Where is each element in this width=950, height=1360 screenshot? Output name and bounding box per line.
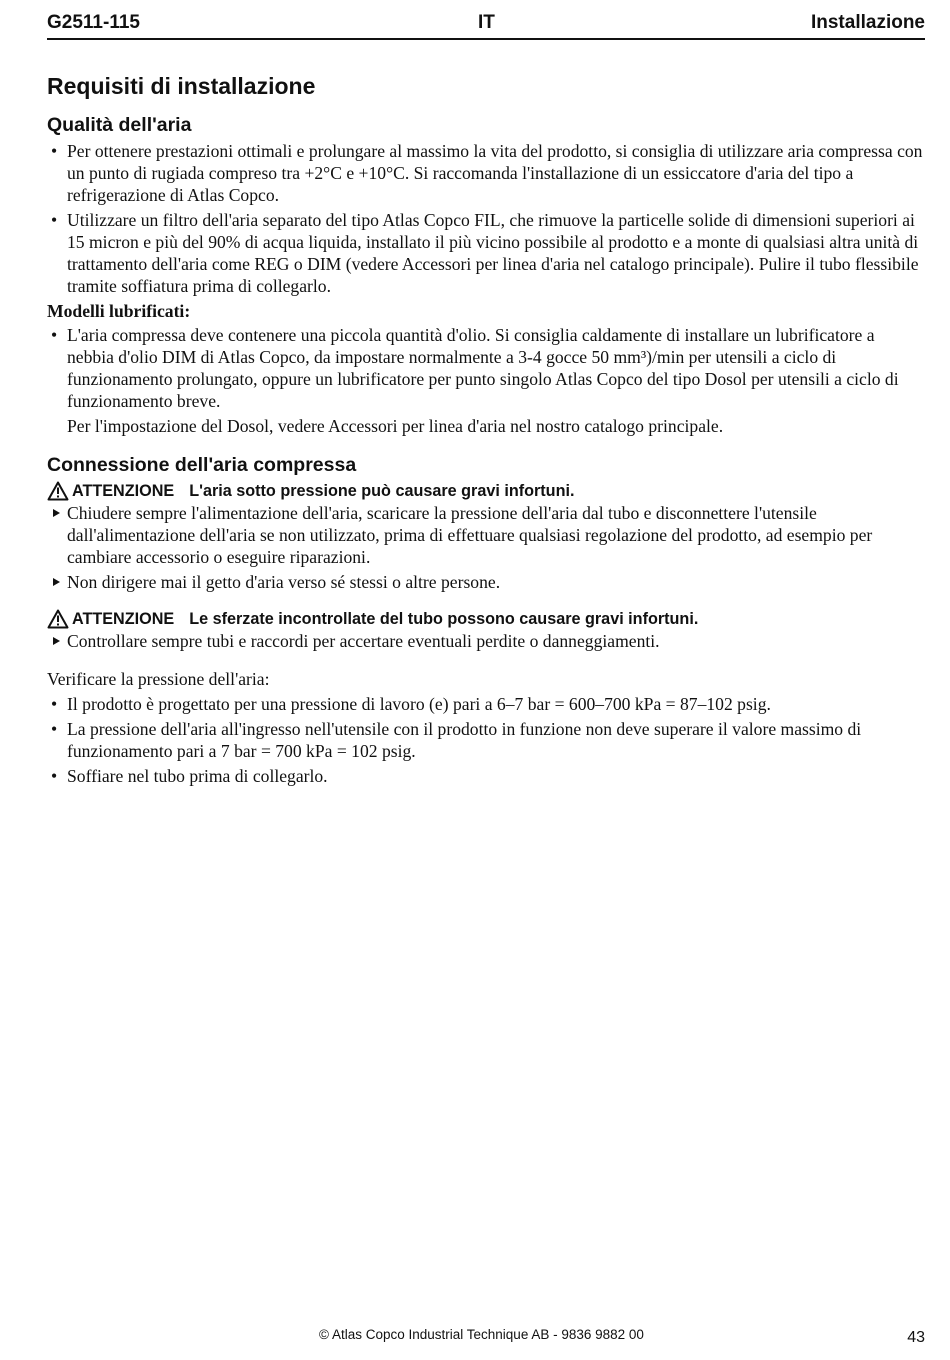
list-item-text: La pressione dell'aria all'ingresso nell'utensile con il prodotto in funzione non deve superare il valore massimo di funzionamento pari a 7 bar = 700 kPa = 102 psig. <box>67 719 862 761</box>
list-item-text: Utilizzare un filtro dell'aria separato del tipo Atlas Copco FIL, che rimuove la particelle solide di dimensioni superiori ai 15 micron e più del 90% di acqua liquida, installato il più vicino possibile al prodotto e a monte di qualsiasi altra unità di trattamento dell'aria come REG o DIM (vedere Accessori per linea d'aria nel catalogo principale). Pulire il tubo flessibile tramite soffiatura prima di collegarlo. <box>67 210 919 296</box>
air-quality-heading: Qualità dell'aria <box>47 114 192 136</box>
verify-pressure-list <box>47 693 925 787</box>
warning-triangle-icon <box>47 609 69 629</box>
lubricated-models-heading: Modelli lubrificati: <box>47 301 191 321</box>
warning-triangle-icon <box>47 481 69 501</box>
list-item <box>47 693 925 715</box>
list-item-text: L'aria compressa deve contenere una piccola quantità d'olio. Si consiglia caldamente di installare un lubrificatore a nebbia d'olio DIM di Atlas Copco, da impostare normalmente a 3-4 gocce 50 mm³)/min per utensili a ciclo di funzionamento prolungato, oppure un lubrificatore per punto singolo Atlas Copco del tipo Dosol per utensili a ciclo di funzionamento breve. <box>67 325 899 411</box>
arrow-right-icon <box>53 637 60 645</box>
arrow-right-icon <box>53 509 60 517</box>
bullet-marker: • <box>51 766 58 786</box>
compressed-air-heading: Connessione dell'aria compressa <box>47 454 357 476</box>
list-item-text: Soffiare nel tubo prima di collegarlo. <box>67 766 328 786</box>
warning-text: Le sferzate incontrollate del tubo possono causare gravi infortuni. <box>189 610 699 628</box>
page-number: 43 <box>907 1329 925 1346</box>
bullet-marker: • <box>51 141 58 161</box>
warning-label: ATTENZIONE <box>72 482 175 500</box>
bullet-marker: • <box>51 325 58 345</box>
language-code: IT <box>478 12 495 33</box>
dosol-note: Per l'impostazione del Dosol, vedere Accessori per linea d'aria nel nostro catalogo principale. <box>67 416 724 436</box>
list-item <box>47 209 925 297</box>
list-item <box>47 140 925 206</box>
warning-step-text: Non dirigere mai il getto d'aria verso sé stessi o altre persone. <box>67 572 501 592</box>
warning-step <box>47 571 925 593</box>
warning-steps-list <box>47 502 925 593</box>
copyright-text: © Atlas Copco Industrial Technique AB - 9836 9882 00 <box>319 1327 644 1342</box>
warning-step-text: Chiudere sempre l'alimentazione dell'aria, scaricare la pressione dell'aria dal tubo e disconnettere l'utensile dall'alimentazione dell'aria se non utilizzato, prima di effettuare qualsiasi regolazione del prodotto, ad esempio per cambiare accessorio o eseguire riparazioni. <box>67 503 873 567</box>
warning-banner <box>47 480 925 502</box>
warning-step-text: Controllare sempre tubi e raccordi per accertare eventuali perdite o danneggiamenti. <box>67 631 660 651</box>
air-quality-list <box>47 140 925 297</box>
list-item <box>47 718 925 762</box>
arrow-right-icon <box>53 578 60 586</box>
list-item-text: Per ottenere prestazioni ottimali e prolungare al massimo la vita del prodotto, si consiglia di utilizzare aria compressa con un punto di rugiada compreso tra +2°C e +10°C. Si raccomanda l'installazione di un essiccatore d'aria del tipo a refrigerazione di Atlas Copco. <box>67 141 923 205</box>
page-title: Requisiti di installazione <box>47 73 316 99</box>
warning-text: L'aria sotto pressione può causare gravi infortuni. <box>189 482 575 500</box>
list-item-text: Il prodotto è progettato per una pressione di lavoro (e) pari a 6–7 bar = 600–700 kPa = 87–102 psig. <box>67 694 771 714</box>
verify-pressure-intro: Verificare la pressione dell'aria: <box>47 669 270 689</box>
page-header <box>47 10 925 40</box>
section-name: Installazione <box>810 12 925 33</box>
bullet-marker: • <box>51 210 58 230</box>
list-item <box>47 765 925 787</box>
doc-code: G2511-115 <box>47 12 140 33</box>
warning-step <box>47 630 925 652</box>
document-page <box>47 0 925 1360</box>
warning-step <box>47 502 925 568</box>
list-item <box>47 324 925 412</box>
bullet-marker: • <box>51 719 58 739</box>
warning-steps-list <box>47 630 925 652</box>
bullet-marker: • <box>51 694 58 714</box>
lubricated-list <box>47 324 925 412</box>
warning-label: ATTENZIONE <box>72 610 175 628</box>
warning-banner <box>47 608 925 630</box>
page-content <box>47 70 925 790</box>
